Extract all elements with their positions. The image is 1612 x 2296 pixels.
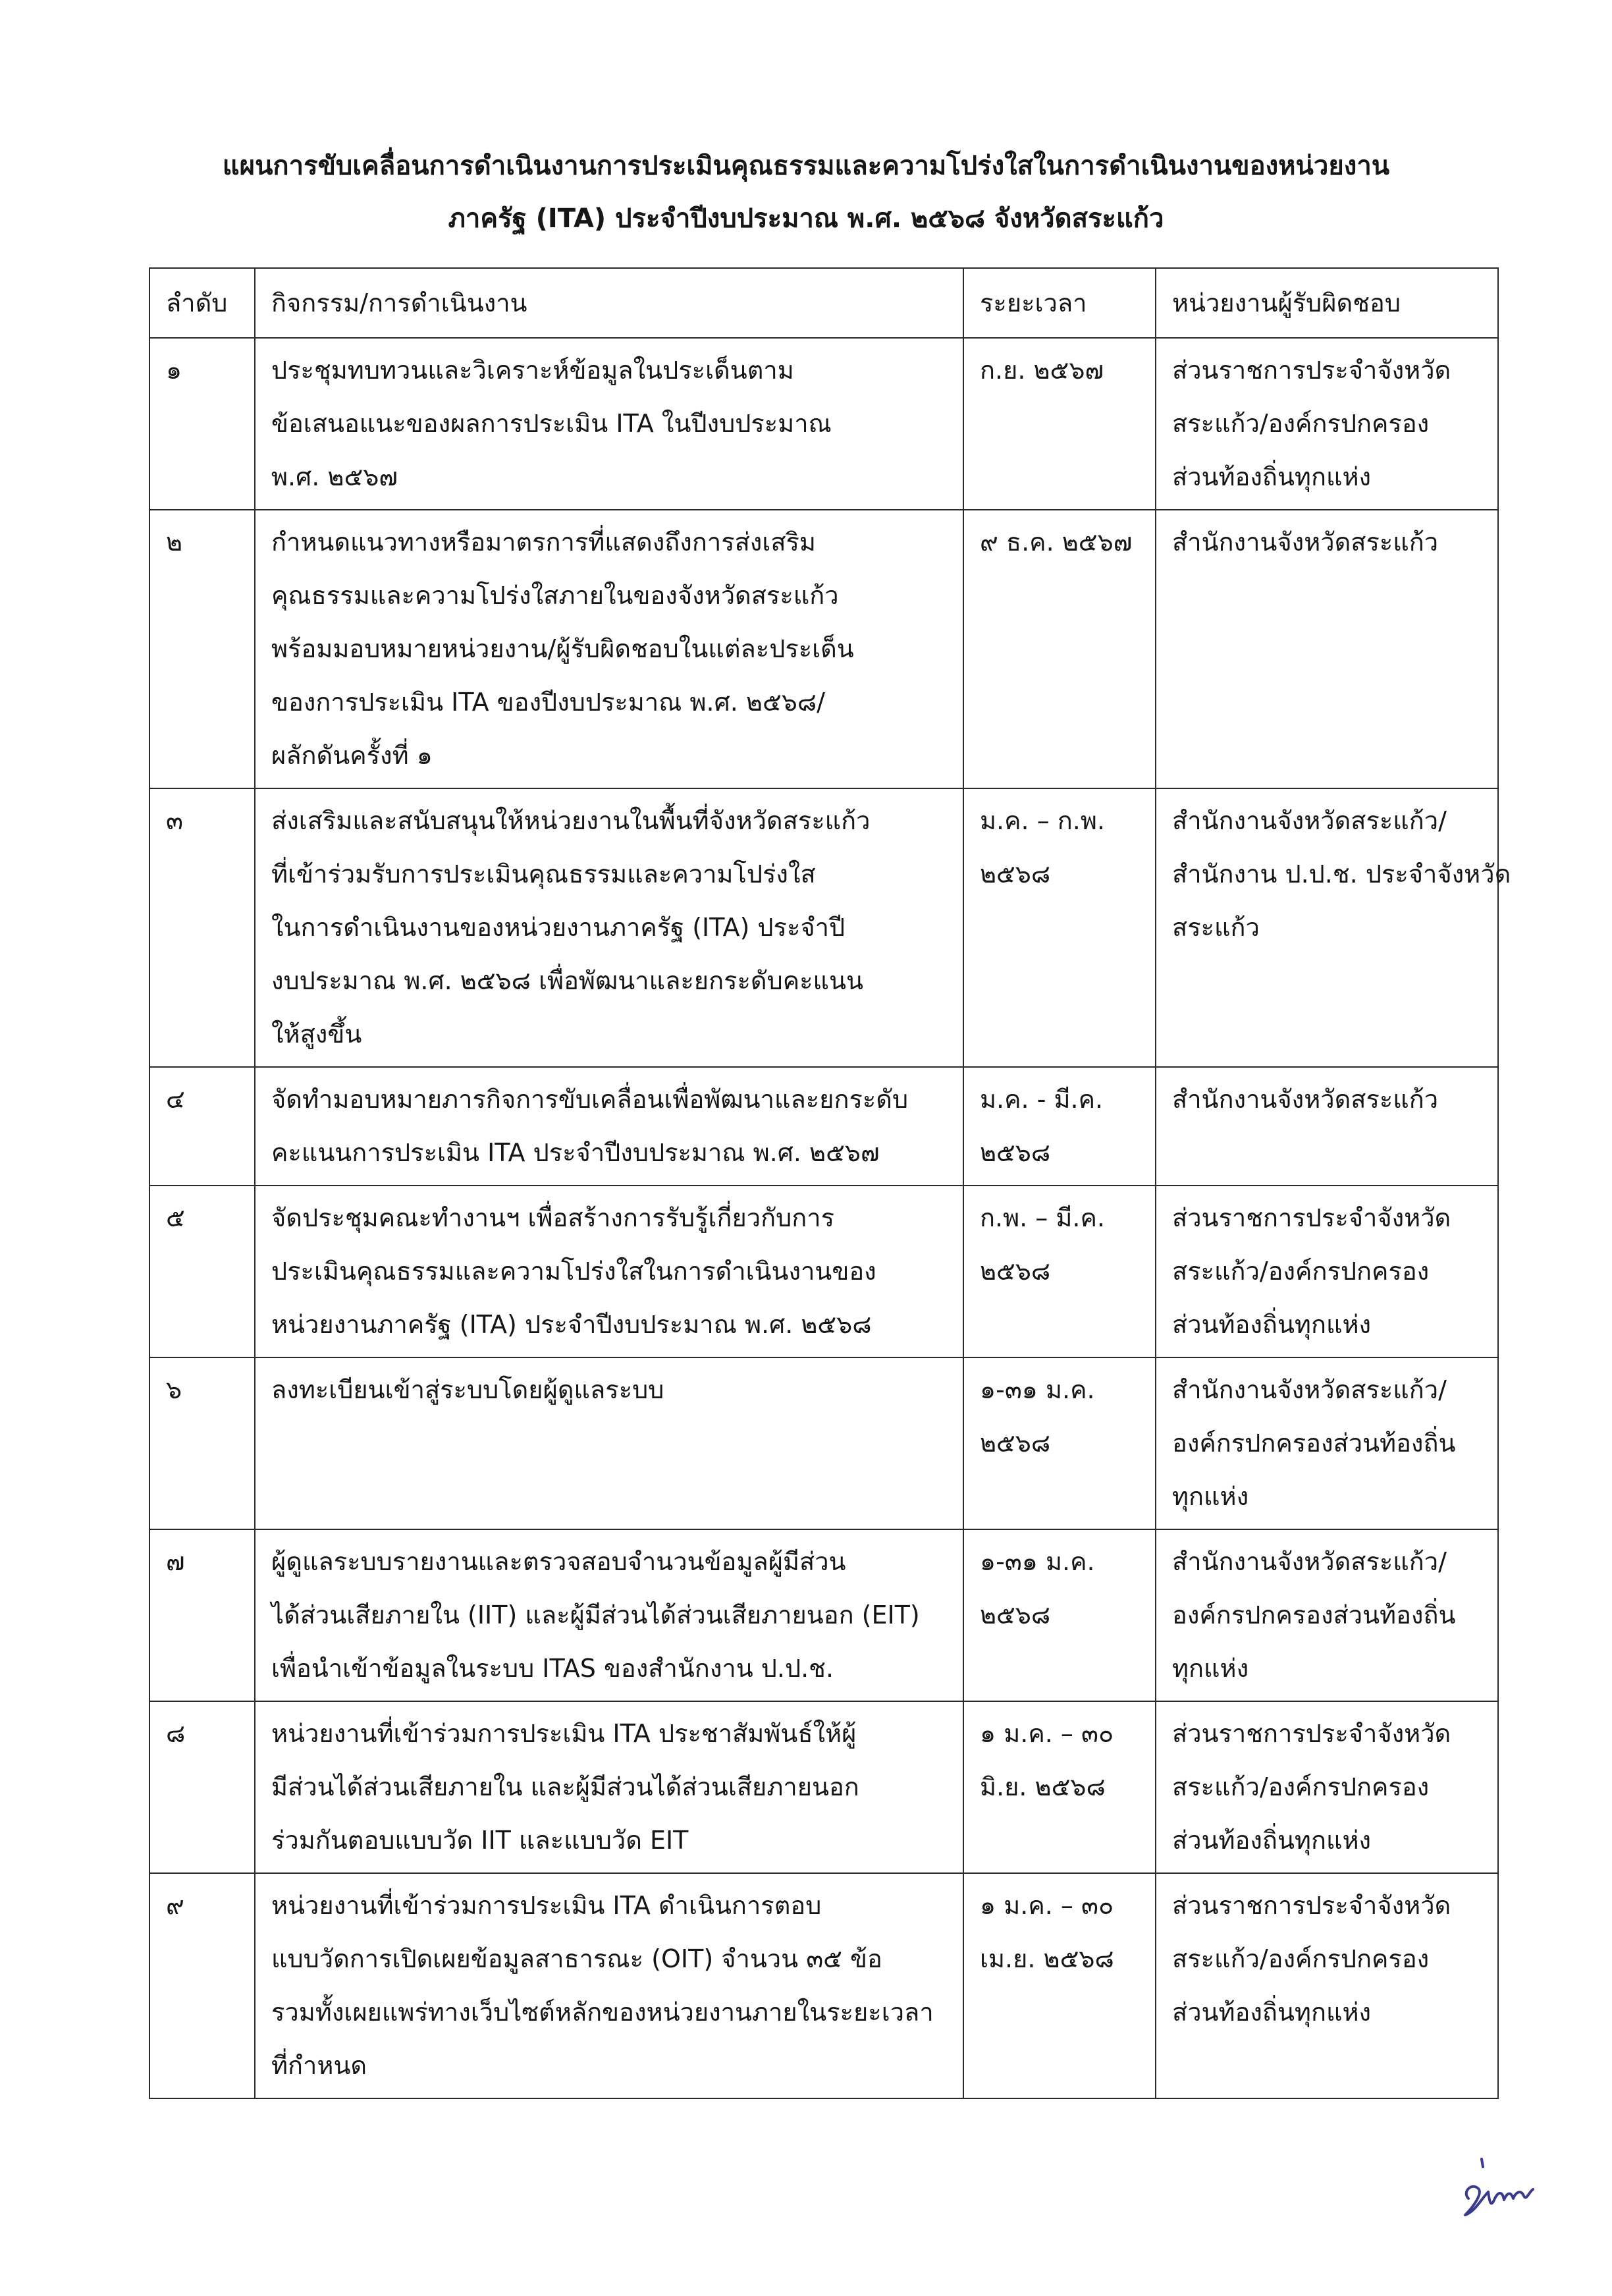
document-title-line-1: แผนการขับเคลื่อนการดำเนินงานการประเมินคุณธรรมและความโปร่งใสในการดำเนินงานของหน่วยงาน <box>222 151 1390 181</box>
responsible-cell <box>1156 510 1498 788</box>
period-line: ม.ค. - มี.ค. <box>980 1085 1104 1114</box>
activity-line: ลงทะเบียนเข้าสู่ระบบโดยผู้ดูแลระบบ <box>271 1375 664 1404</box>
header-no: ลำดับ <box>149 268 255 338</box>
activity-line: ในการดำเนินงานของหน่วยงานภาครัฐ (ITA) ประจำปี <box>271 913 846 942</box>
row-number: ๓ <box>149 788 255 1067</box>
period-cell <box>963 1701 1156 1873</box>
activity-line: ของการประเมิน ITA ของปีงบประมาณ พ.ศ. ๒๕๖๘/ <box>271 688 825 717</box>
responsible-line: ส่วนราชการประจำจังหวัด <box>1172 356 1451 385</box>
row-number: ๗ <box>149 1529 255 1701</box>
row-number: ๘ <box>149 1701 255 1873</box>
activity-line: จัดประชุมคณะทำงานฯ เพื่อสร้างการรับรู้เกี่ยวกับการ <box>271 1203 835 1232</box>
activity-line: งบประมาณ พ.ศ. ๒๕๖๘ เพื่อพัฒนาและยกระดับคะแนน <box>271 966 863 995</box>
responsible-line: ส่วนท้องถิ่นทุกแห่ง <box>1172 1826 1372 1855</box>
handwritten-signature <box>1442 2152 1541 2225</box>
row-number: ๔ <box>149 1067 255 1186</box>
table-row <box>149 1067 1498 1186</box>
responsible-line: ส่วนท้องถิ่นทุกแห่ง <box>1172 1310 1372 1339</box>
row-number: ๒ <box>149 510 255 788</box>
period-line: ก.ย. ๒๕๖๗ <box>980 356 1104 385</box>
period-line: ๙ ธ.ค. ๒๕๖๗ <box>980 528 1133 557</box>
period-cell <box>963 1529 1156 1701</box>
period-cell <box>963 788 1156 1067</box>
activity-line: รวมทั้งเผยแพร่ทางเว็บไซต์หลักของหน่วยงานภายในระยะเวลา <box>271 1998 934 2027</box>
activity-cell <box>255 1701 963 1873</box>
responsible-line: องค์กรปกครองส่วนท้องถิ่น <box>1172 1600 1456 1629</box>
activity-line: เพื่อนำเข้าข้อมูลในระบบ ITAS ของสำนักงาน ป.ป.ช. <box>271 1654 834 1683</box>
period-line: ม.ค. – ก.พ. <box>980 806 1105 835</box>
period-line: ๑-๓๑ ม.ค. <box>980 1375 1095 1404</box>
responsible-line: สำนักงานจังหวัดสระแก้ว <box>1172 1085 1439 1114</box>
activity-cell <box>255 1357 963 1529</box>
table-row <box>149 1357 1498 1529</box>
table-row <box>149 1701 1498 1873</box>
responsible-line: ส่วนราชการประจำจังหวัด <box>1172 1203 1451 1232</box>
activity-line: ประชุมทบทวนและวิเคราะห์ข้อมูลในประเด็นตาม <box>271 356 794 385</box>
activity-line: ที่กำหนด <box>271 2051 367 2080</box>
table-row <box>149 510 1498 788</box>
period-cell <box>963 1067 1156 1186</box>
row-number: ๑ <box>149 338 255 510</box>
period-line: ๒๕๖๘ <box>980 1257 1051 1286</box>
responsible-cell <box>1156 1357 1498 1529</box>
responsible-line: สระแก้ว/องค์กรปกครอง <box>1172 409 1430 438</box>
period-line: ๒๕๖๘ <box>980 860 1051 888</box>
activity-cell <box>255 1186 963 1357</box>
responsible-line: สำนักงานจังหวัดสระแก้ว/ <box>1172 1547 1447 1576</box>
table-header-row <box>149 268 1498 338</box>
activity-line: ผู้ดูแลระบบรายงานและตรวจสอบจำนวนข้อมูลผู้มีส่วน <box>271 1547 846 1576</box>
row-number: ๕ <box>149 1186 255 1357</box>
document-title-line-2: ภาครัฐ (ITA) ประจำปีงบประมาณ พ.ศ. ๒๕๖๘ จังหวัดสระแก้ว <box>448 204 1164 234</box>
period-line: ๒๕๖๘ <box>980 1429 1051 1458</box>
period-line: ๒๕๖๘ <box>980 1600 1051 1629</box>
activity-line: มีส่วนได้ส่วนเสียภายใน และผู้มีส่วนได้ส่วนเสียภายนอก <box>271 1772 859 1801</box>
table-body <box>149 338 1511 2098</box>
responsible-line: ทุกแห่ง <box>1172 1654 1249 1683</box>
responsible-cell <box>1156 1529 1498 1701</box>
period-line: ก.พ. – มี.ค. <box>980 1203 1105 1232</box>
responsible-line: ส่วนท้องถิ่นทุกแห่ง <box>1172 462 1372 491</box>
activity-line: จัดทำมอบหมายภารกิจการขับเคลื่อนเพื่อพัฒนาและยกระดับ <box>271 1085 909 1114</box>
activity-line: กำหนดแนวทางหรือมาตรการที่แสดงถึงการส่งเสริม <box>271 528 816 557</box>
responsible-line: สระแก้ว <box>1172 913 1260 942</box>
responsible-line: ส่วนราชการประจำจังหวัด <box>1172 1719 1451 1748</box>
responsible-cell <box>1156 1873 1498 2098</box>
period-cell <box>963 1357 1156 1529</box>
period-cell <box>963 338 1156 510</box>
period-line: เม.ย. ๒๕๖๘ <box>980 1944 1114 1973</box>
period-line: ๑ ม.ค. – ๓๐ <box>980 1891 1114 1920</box>
activity-cell <box>255 338 963 510</box>
period-line: ๑ ม.ค. – ๓๐ <box>980 1719 1114 1748</box>
activity-cell <box>255 1067 963 1186</box>
header-activity: กิจกรรม/การดำเนินงาน <box>255 268 963 338</box>
responsible-line: สระแก้ว/องค์กรปกครอง <box>1172 1257 1430 1286</box>
activity-line: คุณธรรมและความโปร่งใสภายในของจังหวัดสระแก้ว <box>271 581 839 610</box>
responsible-line: สำนักงานจังหวัดสระแก้ว/ <box>1172 806 1447 835</box>
period-line: ๑-๓๑ ม.ค. <box>980 1547 1095 1576</box>
period-line: ๒๕๖๘ <box>980 1138 1051 1167</box>
row-number: ๙ <box>149 1873 255 2098</box>
activity-line: ที่เข้าร่วมรับการประเมินคุณธรรมและความโปร่งใส <box>271 860 816 888</box>
activity-cell <box>255 788 963 1067</box>
activity-line: หน่วยงานที่เข้าร่วมการประเมิน ITA ดำเนินการตอบ <box>271 1891 822 1920</box>
activity-line: ประเมินคุณธรรมและความโปร่งใสในการดำเนินงานของ <box>271 1257 876 1286</box>
responsible-cell <box>1156 788 1511 1067</box>
plan-table <box>149 267 1511 2099</box>
activity-line: แบบวัดการเปิดเผยข้อมูลสาธารณะ (OIT) จำนวน ๓๕ ข้อ <box>271 1944 882 1973</box>
responsible-line: สระแก้ว/องค์กรปกครอง <box>1172 1772 1430 1801</box>
responsible-line: สำนักงานจังหวัดสระแก้ว <box>1172 528 1439 557</box>
header-period: ระยะเวลา <box>963 268 1156 338</box>
activity-line: ให้สูงขึ้น <box>271 1020 362 1049</box>
period-cell <box>963 1186 1156 1357</box>
responsible-cell <box>1156 338 1498 510</box>
header-responsible: หน่วยงานผู้รับผิดชอบ <box>1156 268 1498 338</box>
responsible-line: สระแก้ว/องค์กรปกครอง <box>1172 1944 1430 1973</box>
period-line: มิ.ย. ๒๕๖๘ <box>980 1772 1106 1801</box>
activity-line: คะแนนการประเมิน ITA ประจำปีงบประมาณ พ.ศ. ๒๕๖๗ <box>271 1138 880 1167</box>
table-row <box>149 1186 1498 1357</box>
activity-line: พ.ศ. ๒๕๖๗ <box>271 462 398 491</box>
period-cell <box>963 510 1156 788</box>
responsible-line: ส่วนท้องถิ่นทุกแห่ง <box>1172 1998 1372 2027</box>
activity-line: ส่งเสริมและสนับสนุนให้หน่วยงานในพื้นที่จังหวัดสระแก้ว <box>271 806 871 835</box>
activity-line: หน่วยงานภาครัฐ (ITA) ประจำปีงบประมาณ พ.ศ. ๒๕๖๘ <box>271 1310 872 1339</box>
responsible-cell <box>1156 1067 1498 1186</box>
activity-line: ข้อเสนอแนะของผลการประเมิน ITA ในปีงบประมาณ <box>271 409 832 438</box>
activity-line: พร้อมมอบหมายหน่วยงาน/ผู้รับผิดชอบในแต่ละประเด็น <box>271 634 854 663</box>
activity-line: ร่วมกันตอบแบบวัด IIT และแบบวัด EIT <box>271 1826 689 1855</box>
responsible-line: สำนักงาน ป.ป.ช. ประจำจังหวัด <box>1172 860 1511 888</box>
table-row <box>149 1873 1498 2098</box>
activity-line: ผลักดันครั้งที่ ๑ <box>271 741 433 770</box>
table-row <box>149 1529 1498 1701</box>
responsible-line: ทุกแห่ง <box>1172 1482 1249 1511</box>
row-number: ๖ <box>149 1357 255 1529</box>
responsible-line: องค์กรปกครองส่วนท้องถิ่น <box>1172 1429 1456 1458</box>
period-cell <box>963 1873 1156 2098</box>
table-row <box>149 338 1498 510</box>
table-row <box>149 788 1498 1067</box>
activity-line: หน่วยงานที่เข้าร่วมการประเมิน ITA ประชาสัมพันธ์ให้ผู้ <box>271 1719 857 1748</box>
responsible-line: ส่วนราชการประจำจังหวัด <box>1172 1891 1451 1920</box>
activity-cell <box>255 1529 963 1701</box>
activity-cell <box>255 510 963 788</box>
responsible-cell <box>1156 1701 1498 1873</box>
activity-cell <box>255 1873 963 2098</box>
responsible-line: สำนักงานจังหวัดสระแก้ว/ <box>1172 1375 1447 1404</box>
activity-line: ได้ส่วนเสียภายใน (IIT) และผู้มีส่วนได้ส่วนเสียภายนอก (EIT) <box>271 1600 920 1629</box>
responsible-cell <box>1156 1186 1498 1357</box>
